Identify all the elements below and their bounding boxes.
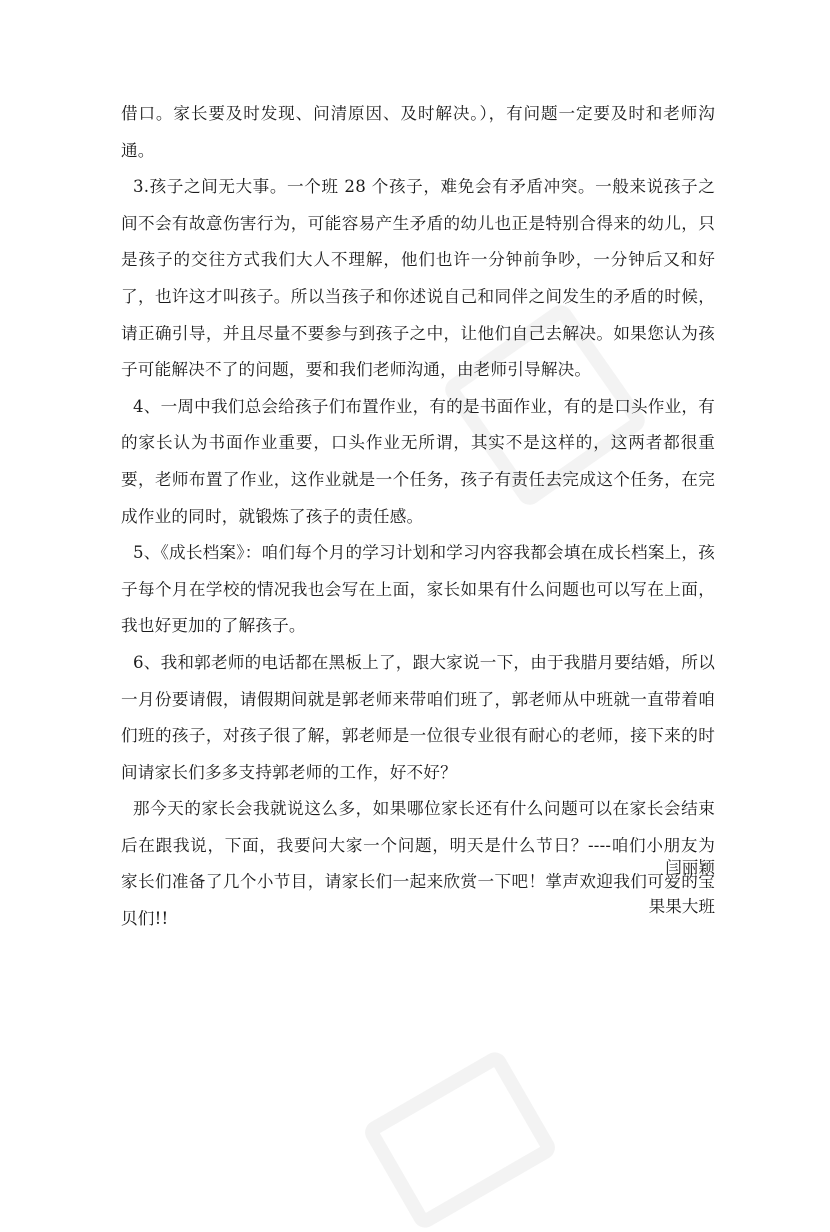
signature-class: 果果大班	[648, 897, 715, 916]
paragraph-closing: 那今天的家长会我就说这么多，如果哪位家长还有什么问题可以在家长会结束后在跟我说，下面，我要问大家一个问题，明天是什么节日？----咱们小朋友为家长们准备了几个小节目，请家长们一起来欣赏一下吧！掌声欢迎我们可爱的宝贝们!!	[121, 799, 715, 929]
signature-block	[649, 848, 715, 926]
signature-name: 闫丽颖	[665, 858, 715, 877]
paragraph-point-3: 3.孩子之间无大事。一个班 28 个孩子，难免会有矛盾冲突。一般来说孩子之间不会有故意伤害行为，可能容易产生矛盾的幼儿也正是特别合得来的幼儿，只是孩子的交往方式我们大人不理解，他们也许一分钟前争吵，一分钟后又和好了，也许这才叫孩子。所以当孩子和你述说自己和同伴之间发生的矛盾的时候，请正确引导，并且尽量不要参与到孩子之中，让他们自己去解决。如果您认为孩子可能解决不了的问题，要和我们老师沟通，由老师引导解决。	[121, 177, 715, 380]
document-body	[121, 96, 715, 938]
paragraph-point-6: 6、我和郭老师的电话都在黑板上了，跟大家说一下，由于我腊月要结婚，所以一月份要请假，请假期间就是郭老师来带咱们班了，郭老师从中班就一直带着咱们班的孩子，对孩子很了解，郭老师是一位很专业很有耐心的老师，接下来的时间请家长们多多支持郭老师的工作，好不好？	[121, 652, 715, 782]
paragraph-point-5: 5、《成长档案》：咱们每个月的学习计划和学习内容我都会填在成长档案上，孩子每个月在学校的情况我也会写在上面，家长如果有什么问题也可以写在上面，我也好更加的了解孩子。	[121, 543, 715, 636]
paragraph-point-4: 4、一周中我们总会给孩子们布置作业，有的是书面作业，有的是口头作业，有的家长认为书面作业重要，口头作业无所谓，其实不是这样的，这两者都很重要，老师布置了作业，这作业就是一个任务，孩子有责任去完成这个任务，在完成作业的同时，就锻炼了孩子的责任感。	[121, 396, 715, 526]
paragraph-excuse-note: 借口。家长要及时发现、问清原因、及时解决。），有问题一定要及时和老师沟通。	[121, 104, 715, 160]
watermark-logo	[361, 1048, 560, 1232]
